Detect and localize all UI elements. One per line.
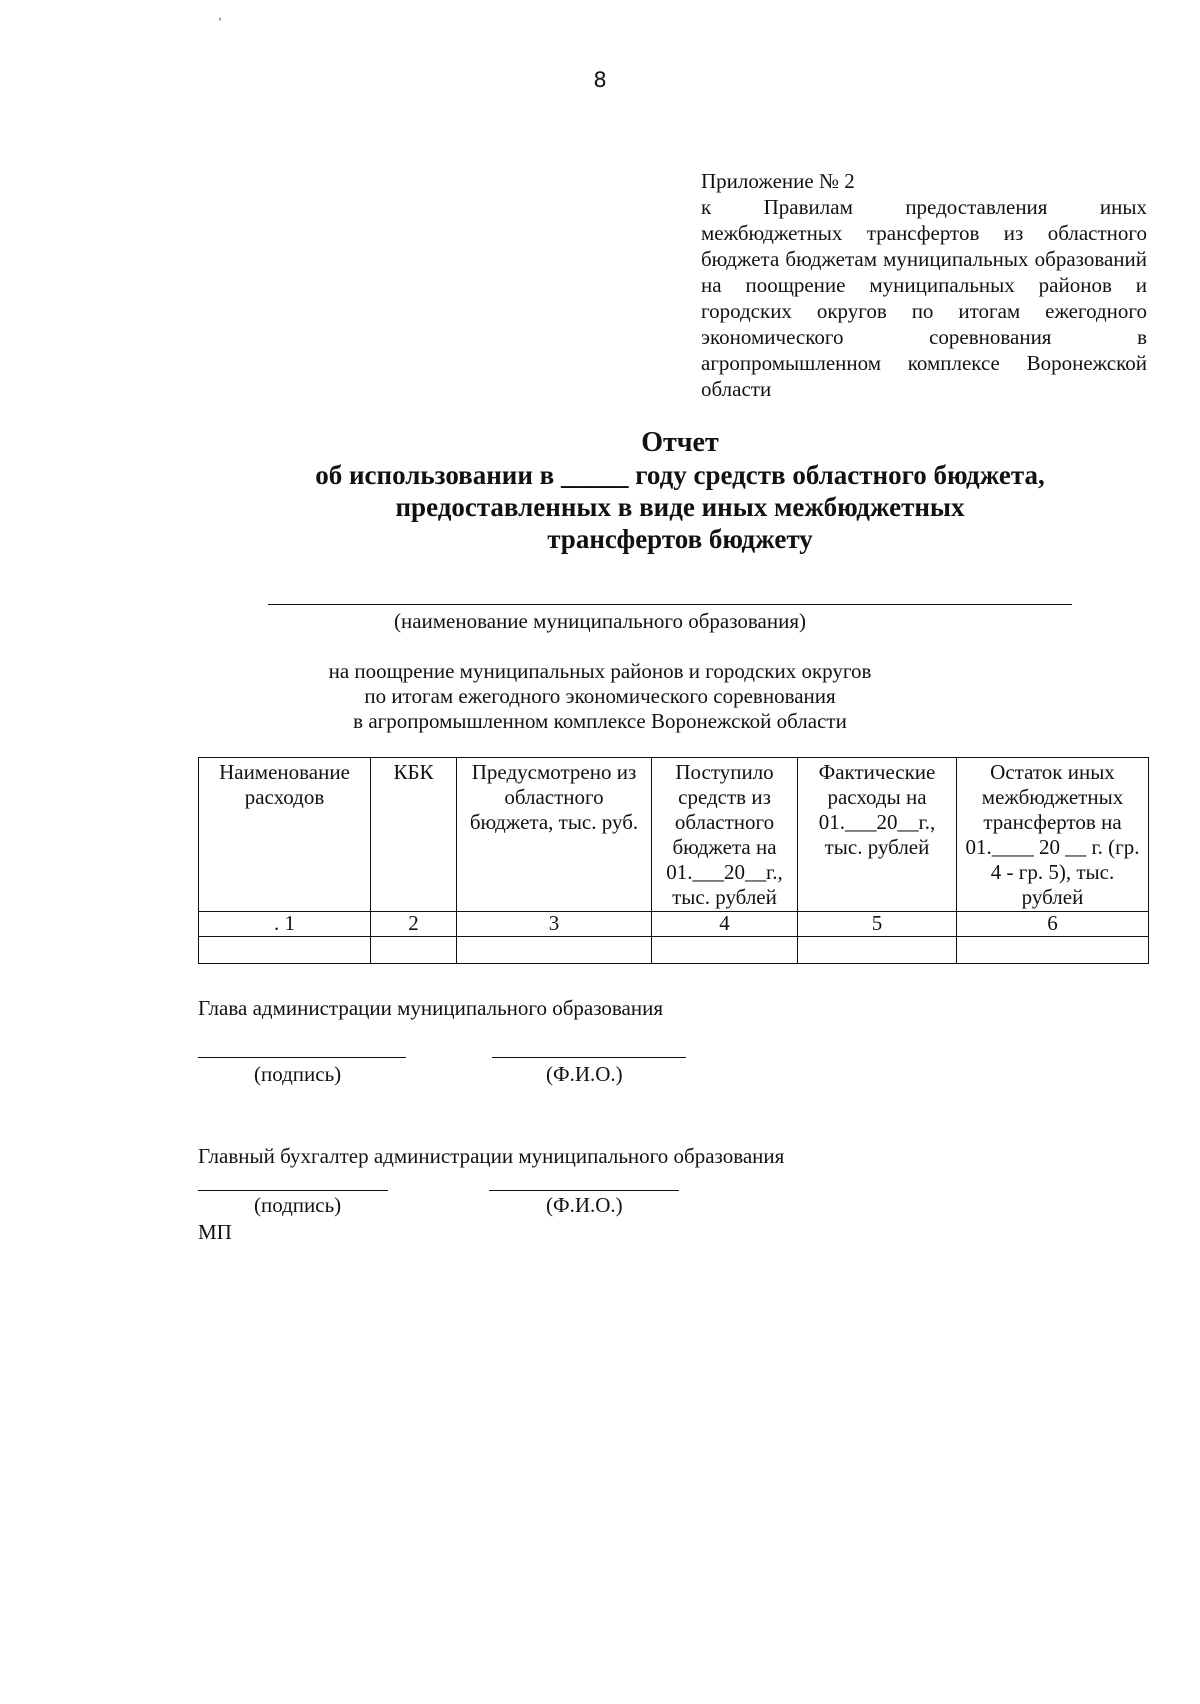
head-signature-line — [198, 1057, 406, 1058]
accountant-signature-title: Главный бухгалтер администрации муниципального образования — [198, 1144, 785, 1168]
head-signature-title: Глава администрации муниципального образования — [198, 996, 664, 1020]
table-cell — [371, 937, 457, 964]
municipality-caption: (наименование муниципального образования) — [393, 609, 807, 633]
table-header-row — [199, 758, 1149, 912]
report-title-line-3: предоставленных в виде иных межбюджетных — [395, 492, 965, 522]
header-kbk: КБК — [371, 758, 457, 912]
report-title-line-1: Отчет — [641, 427, 719, 458]
appendix-title: Приложение № 2 — [701, 169, 855, 193]
header-received: Поступило средств из областного бюджета на 01.___20__г., тыс. рублей — [652, 758, 798, 912]
head-name-line — [492, 1057, 686, 1058]
head-signature-caption: (подпись) — [254, 1062, 342, 1086]
column-number: 6 — [957, 912, 1149, 937]
accountant-name-caption: (Ф.И.О.) — [546, 1193, 623, 1217]
report-title-line-4: трансфертов бюджету — [547, 524, 813, 554]
table-row — [199, 937, 1149, 964]
table-cell — [957, 937, 1149, 964]
column-number: 4 — [652, 912, 798, 937]
accountant-signature-line — [198, 1190, 388, 1191]
report-title-line-2: об использовании в _____ году средств областного бюджета, — [315, 460, 1045, 490]
column-number: . 1 — [199, 912, 371, 937]
column-number-row — [199, 912, 1149, 937]
accountant-name-line — [489, 1190, 679, 1191]
header-planned: Предусмотрено из областного бюджета, тыс. руб. — [457, 758, 652, 912]
page-number: 8 — [593, 68, 607, 92]
header-expense-name: Наименование расходов — [199, 758, 371, 912]
table-cell — [798, 937, 957, 964]
scan-artifact: ʼ — [218, 15, 222, 29]
municipality-blank-line — [268, 604, 1072, 605]
header-actual-expenses: Фактические расходы на 01.___20__г., тыс. рублей — [798, 758, 957, 912]
table-cell — [457, 937, 652, 964]
accountant-signature-caption: (подпись) — [254, 1193, 342, 1217]
report-title — [180, 427, 1180, 555]
table-cell — [199, 937, 371, 964]
column-number: 5 — [798, 912, 957, 937]
header-balance: Остаток иных межбюджетных трансфертов на 01.____ 20 __ г. (гр. 4 - гр. 5), тыс. рублей — [957, 758, 1149, 912]
purpose-line-1: на поощрение муниципальных районов и городских округов — [328, 659, 872, 683]
appendix-body: к Правилам предоставления иных межбюджетных трансфертов из областного бюджета бюджетам муниципальных образований на поощрение муниципальных районов и городских округов по итогам ежегодного экономического соревнования в агропромышленном комплексе Воронежской области — [701, 195, 1147, 401]
purpose-line-2: по итогам ежегодного экономического соревнования — [364, 684, 836, 708]
seal-label: МП — [198, 1220, 232, 1244]
purpose-line-3: в агропромышленном комплексе Воронежской области — [353, 709, 847, 733]
purpose-text — [0, 659, 1200, 734]
table-cell — [652, 937, 798, 964]
head-name-caption: (Ф.И.О.) — [546, 1062, 623, 1086]
column-number: 3 — [457, 912, 652, 937]
column-number: 2 — [371, 912, 457, 937]
report-table — [198, 757, 1149, 964]
